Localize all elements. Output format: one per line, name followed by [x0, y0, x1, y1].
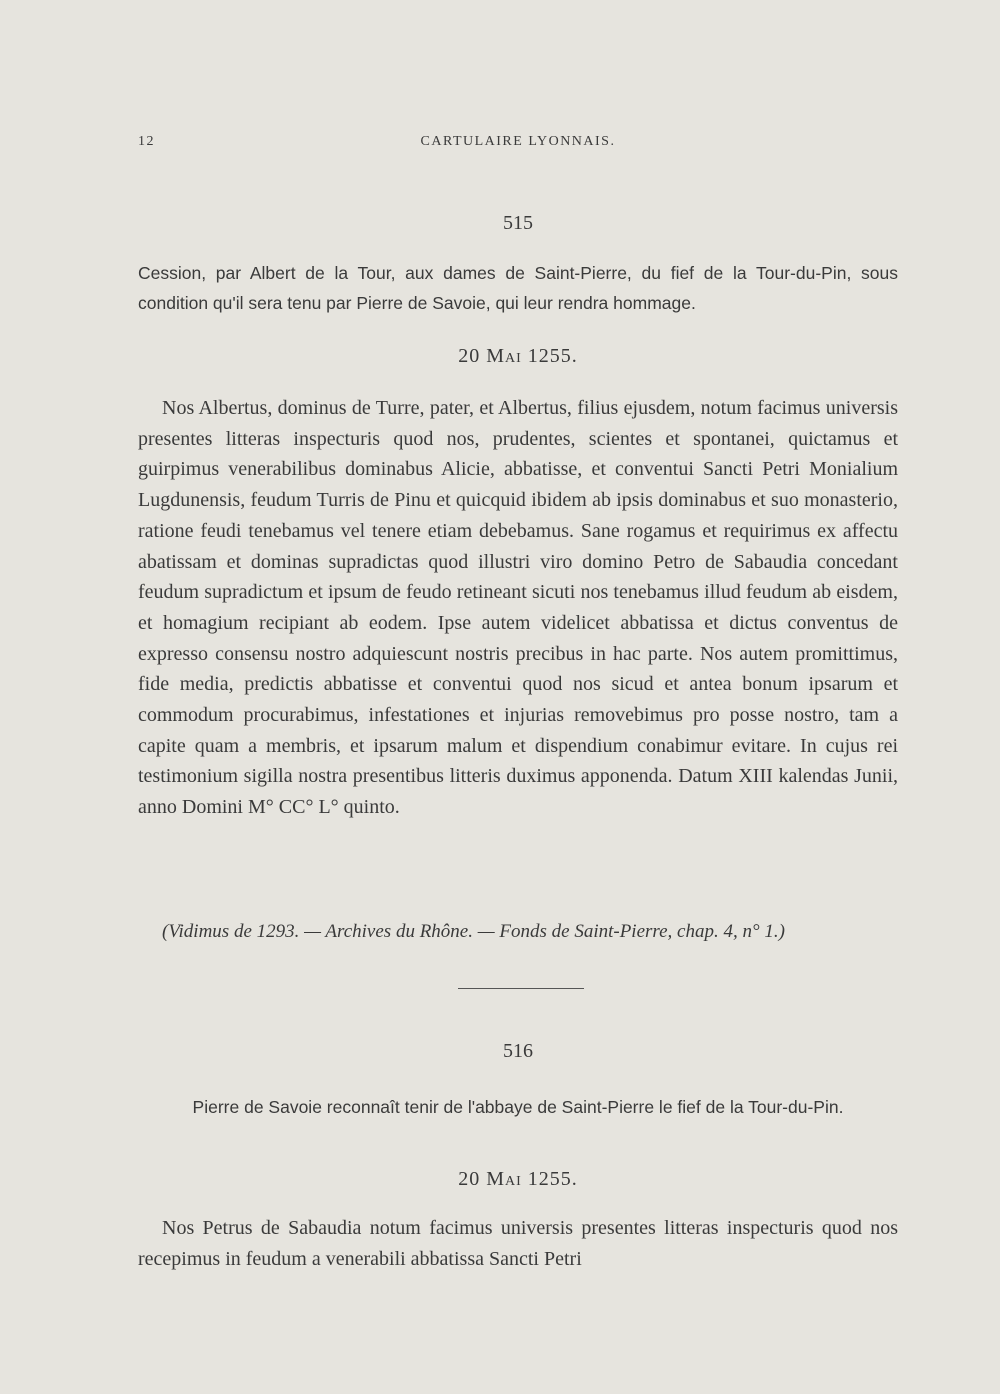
entry-summary: Cession, par Albert de la Tour, aux dames de Saint-Pierre, du fief de la Tour-du-Pin, sous condition qu'il sera tenu par Pierre de Savoie, qui leur rendra hommage.	[138, 263, 898, 313]
source-note: (Vidimus de 1293. — Archives du Rhône. — Fonds de Saint-Pierre, chap. 4, n° 1.)	[162, 921, 785, 942]
charter-text: Nos Albertus, dominus de Turre, pater, et Albertus, filius ejusdem, notum facimus universis presentes litteras inspecturis quod nos, prudentes, scientes et spontanei, quictamus et guirpimus venerabilibus dominabus Alicie, abbatisse, et conventui Sancti Petri Monialium Lugdunensis, feudum Turris de Pinu et quicquid ibidem ab ipsis dominabus et suo monasterio, ratione feudi tenebamus vel tenere etiam debebamus. Sane rogamus et requirimus ex affectu abatissam et dominas supradictas quod illustri viro domino Petro de Sabaudia concedant feudum supradictum et ipsum de feudo retineant sicuti nos tenebamus illud feudum ab eisdem, et homagium recipiant ab eodem. Ipse autem videlicet abbatissa et dictus conventus de expresso consensu nostro adquiescunt nostris precibus in hac parte. Nos autem promittimus, fide media, predictis abbatisse et conventui quod nos sicud et antea bonum ipsarum et commodum procurabimus, infestationes et injurias removebimus pro posse nostro, tam a capite quam a membris, et ipsarum malum et dispendium conabimur evitare. In cujus rei testimonium sigilla nostra presentibus litteris duximus apponenda. Datum XIII kalendas Junii, anno Domini M° CC° L° quinto.	[138, 397, 898, 819]
entry-date	[138, 1168, 898, 1191]
running-title: CARTULAIRE LYONNAIS.	[420, 134, 616, 149]
date-month: Mai	[486, 345, 522, 367]
date-month: Mai	[486, 1168, 522, 1190]
page-header	[138, 134, 898, 154]
entry-date	[138, 345, 898, 368]
entry-number: 515	[503, 212, 533, 234]
date-year: 1255.	[527, 345, 578, 367]
entry-summary: Pierre de Savoie reconnaît tenir de l'abbaye de Saint-Pierre le fief de la Tour-du-Pin.	[192, 1097, 844, 1117]
date-day: 20	[458, 345, 481, 367]
charter-text: Nos Petrus de Sabaudia notum facimus universis presentes litteras inspecturis quod nos recepimus in feudum a venerabili abbatissa Sancti Petri	[138, 1217, 898, 1270]
section-divider	[458, 988, 584, 989]
entry-number: 516	[503, 1040, 533, 1062]
page-number: 12	[138, 134, 155, 149]
date-year: 1255.	[527, 1168, 578, 1190]
date-day: 20	[458, 1168, 481, 1190]
